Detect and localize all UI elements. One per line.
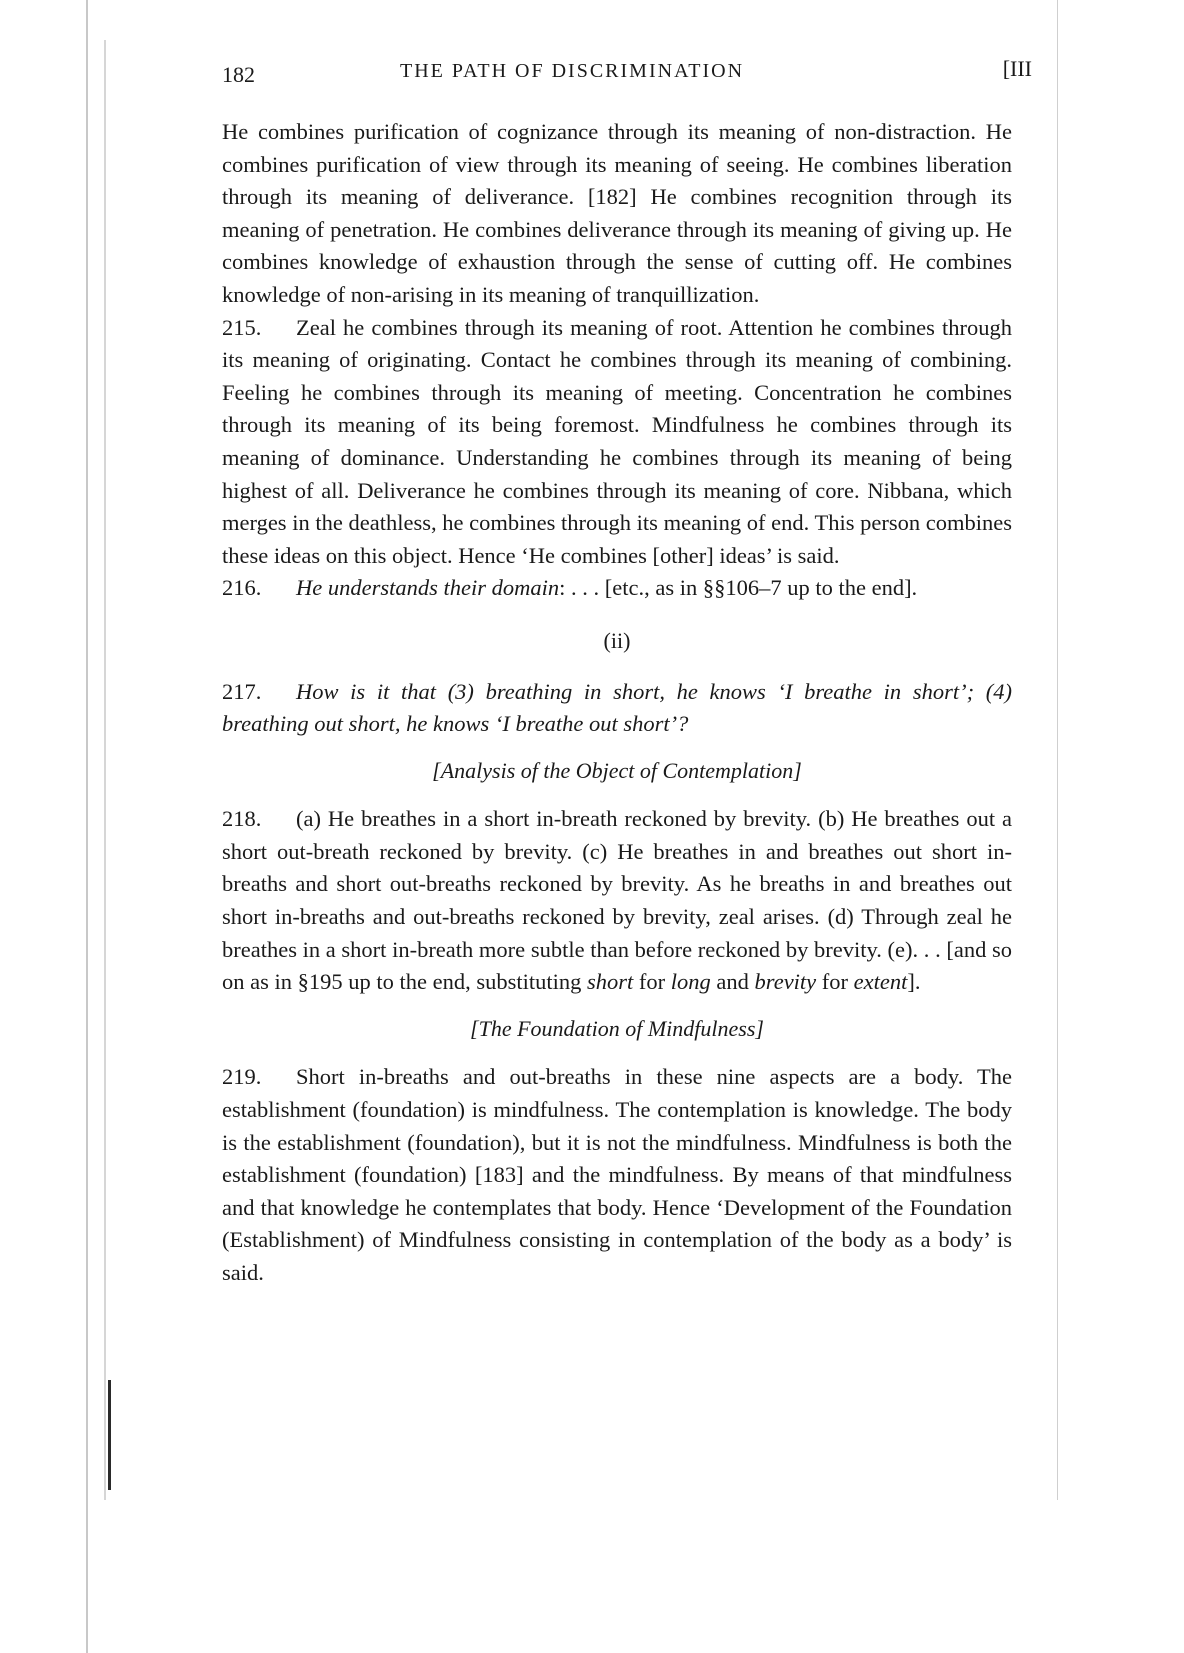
italic-word: short <box>587 969 634 995</box>
paragraph-text: Short in-breaths and out-breaths in these nine aspects are a body. The establishment (foundation) is mindfulness. The contemplation is knowledge. The body is the establishment (foundation), but it is not the mindfulness. Mindfulness is both the establishment (foundation) [183] and the mindfulness. By means of that mindfulness and that knowledge he contemplates that body. Hence ‘Development of the Foundation (Establishment) of Mindfulness consisting in contemplation of the body as a body’ is said. <box>222 1064 1012 1285</box>
paragraph-215 <box>222 312 1012 573</box>
paragraph-text: and <box>710 969 755 995</box>
running-header <box>222 50 1032 90</box>
scan-edge-inner <box>104 40 106 1500</box>
scan-edge-binding <box>108 1380 111 1490</box>
italic-word: long <box>670 969 711 995</box>
scan-edge-right <box>1057 0 1058 1500</box>
page-number: 182 <box>222 62 255 87</box>
paragraph-219 <box>222 1061 1012 1289</box>
paragraph-text: for <box>816 969 854 995</box>
paragraph-text: for <box>633 969 671 995</box>
paragraph-text: (a) He breathes in a short in-breath reckoned by brevity. (b) He breathes out a short out-breath reckoned by brevity. (c) He breathes in and breathes out short in-breaths and short out-breaths reckoned by brevity. As he breaths in and breathes out short in-breaths and out-breaths reckoned by brevity, zeal arises. (d) Through zeal he breathes in a short in-breath more subtle than before reckoned by brevity. (e). . . [and so on as in §195 up to the end, substituting <box>222 806 1012 995</box>
paragraph-number: 218. <box>222 806 262 832</box>
paragraph-text: Zeal he combines through its meaning of root. Attention he combines through its meaning of originating. Contact he combines through its meaning of combining. Feeling he combines through its meaning of meeting. Concentration he combines through its meaning of its being foremost. Mindfulness he combines through its meaning of dominance. Understanding he combines through its meaning of being highest of all. Deliverance he combines through its meaning of core. Nibbana, which merges in the deathless, he combines through its meaning of end. This person combines these ideas on this object. Hence ‘He combines [other] ideas’ is said. <box>222 314 1012 568</box>
paragraph-number: 216. <box>222 575 262 601</box>
part-marker: [III <box>1002 56 1032 81</box>
running-title: THE PATH OF DISCRIMINATION <box>400 60 745 82</box>
paragraph-italic-text: He understands their domain <box>296 575 560 601</box>
scan-edge-left <box>86 0 88 1653</box>
paragraph-text: : . . . [etc., as in §§106–7 up to the end]. <box>559 575 918 601</box>
book-page <box>222 50 1032 1290</box>
paragraph-text: ]. <box>907 969 921 995</box>
italic-word: extent <box>853 969 908 995</box>
paragraph-number: 215. <box>222 314 262 340</box>
paragraph-217 <box>222 676 1012 741</box>
italic-word: brevity <box>754 969 817 995</box>
paragraph-214-continued: He combines purification of cognizance through its meaning of non-distraction. He combines purification of view through its meaning of seeing. He combines liberation through its meaning of deliverance. [182] He combines recognition through its meaning of penetration. He combines deliverance through its meaning of giving up. He combines knowledge of exhaustion through the sense of cutting off. He combines knowledge of non-arising in its meaning of tranquillization. <box>222 119 1012 307</box>
paragraph-216 <box>222 572 1012 605</box>
section-marker: (ii) <box>603 627 631 653</box>
paragraph-218 <box>222 803 1012 999</box>
paragraph-number: 219. <box>222 1064 262 1090</box>
section-heading-analysis: [Analysis of the Object of Contemplation] <box>432 757 802 783</box>
paragraph-italic-text: How is it that (3) breathing in short, he knows ‘I breathe in short’; (4) breathing out short, he knows ‘I breathe out short’? <box>222 678 1012 737</box>
section-heading-foundation: [The Foundation of Mindfulness] <box>470 1015 764 1041</box>
paragraph-number: 217. <box>222 678 262 704</box>
